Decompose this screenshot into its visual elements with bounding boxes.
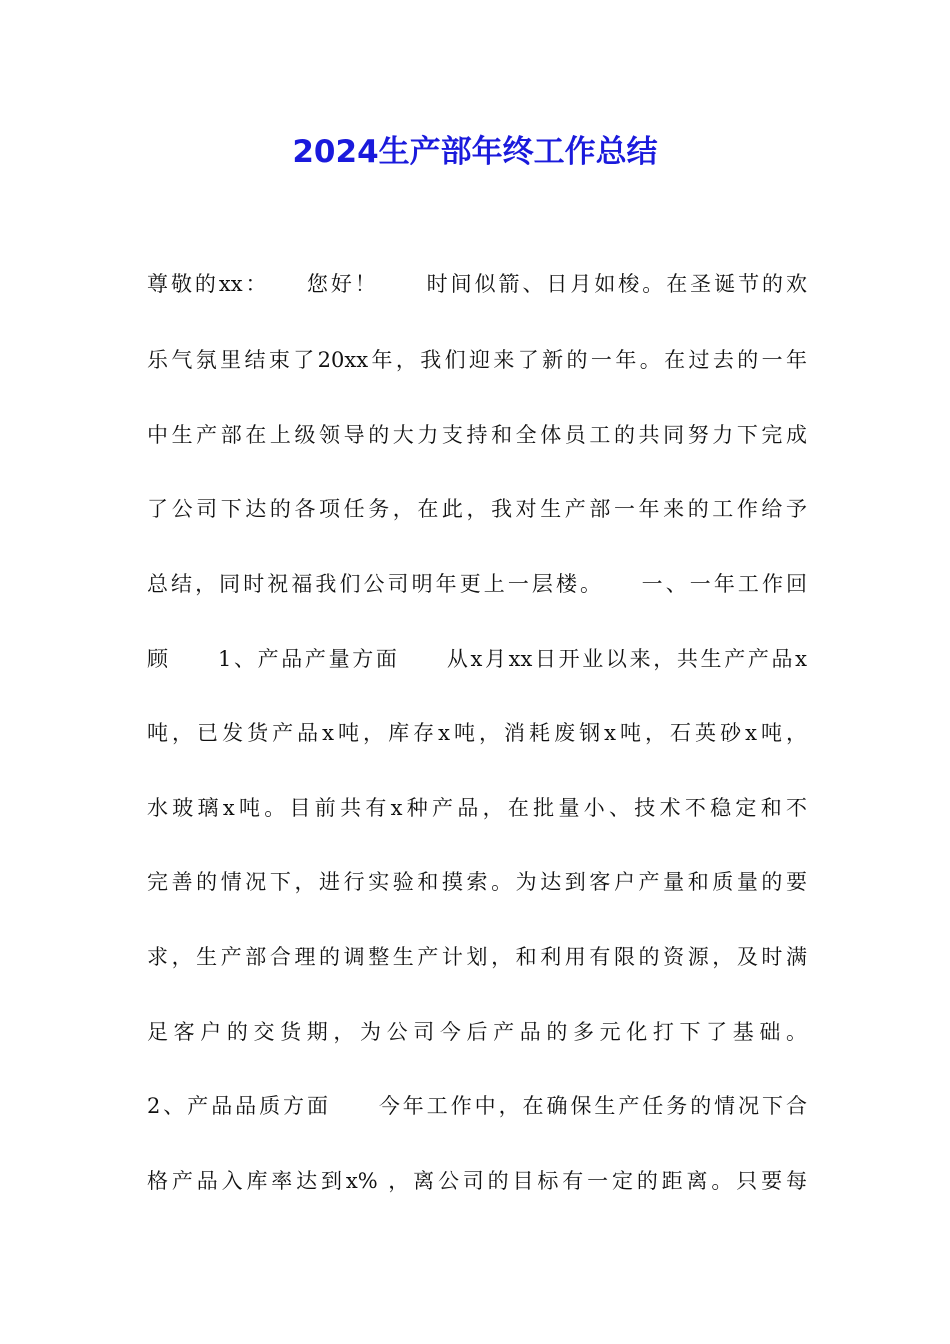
document-title: 2024生产部年终工作总结 [292,134,658,170]
body-text-line: 尊敬的xx： 您好！ 时间似箭、日月如梭。在圣诞节的欢 [147,272,807,296]
body-text-line: 中生产部在上级领导的大力支持和全体员工的共同努力下完成 [147,423,807,447]
body-text-line: 水玻璃x吨。目前共有x种产品，在批量小、技术不稳定和不 [147,796,807,820]
body-text-line: 求，生产部合理的调整生产计划，和利用有限的资源，及时满 [147,945,807,969]
body-text-line: 吨，已发货产品x吨，库存x吨，消耗废钢x吨，石英砂x吨， [147,721,807,745]
body-text-line: 乐气氛里结束了20xx年，我们迎来了新的一年。在过去的一年 [147,348,807,372]
body-text-line: 总结，同时祝福我们公司明年更上一层楼。 一、一年工作回 [147,572,807,596]
body-text-line: 足客户的交货期，为公司今后产品的多元化打下了基础。 [147,1020,807,1044]
body-text-line: 了公司下达的各项任务，在此，我对生产部一年来的工作给予 [147,497,807,521]
body-text-line: 顾 1、产品产量方面 从x月xx日开业以来，共生产产品x [147,647,807,671]
body-text-line: 格产品入库率达到x% ，离公司的目标有一定的距离。只要每 [147,1169,807,1193]
body-text-line: 完善的情况下，进行实验和摸索。为达到客户产量和质量的要 [147,870,807,894]
body-text-line: 2、产品品质方面 今年工作中，在确保生产任务的情况下合 [147,1094,807,1118]
